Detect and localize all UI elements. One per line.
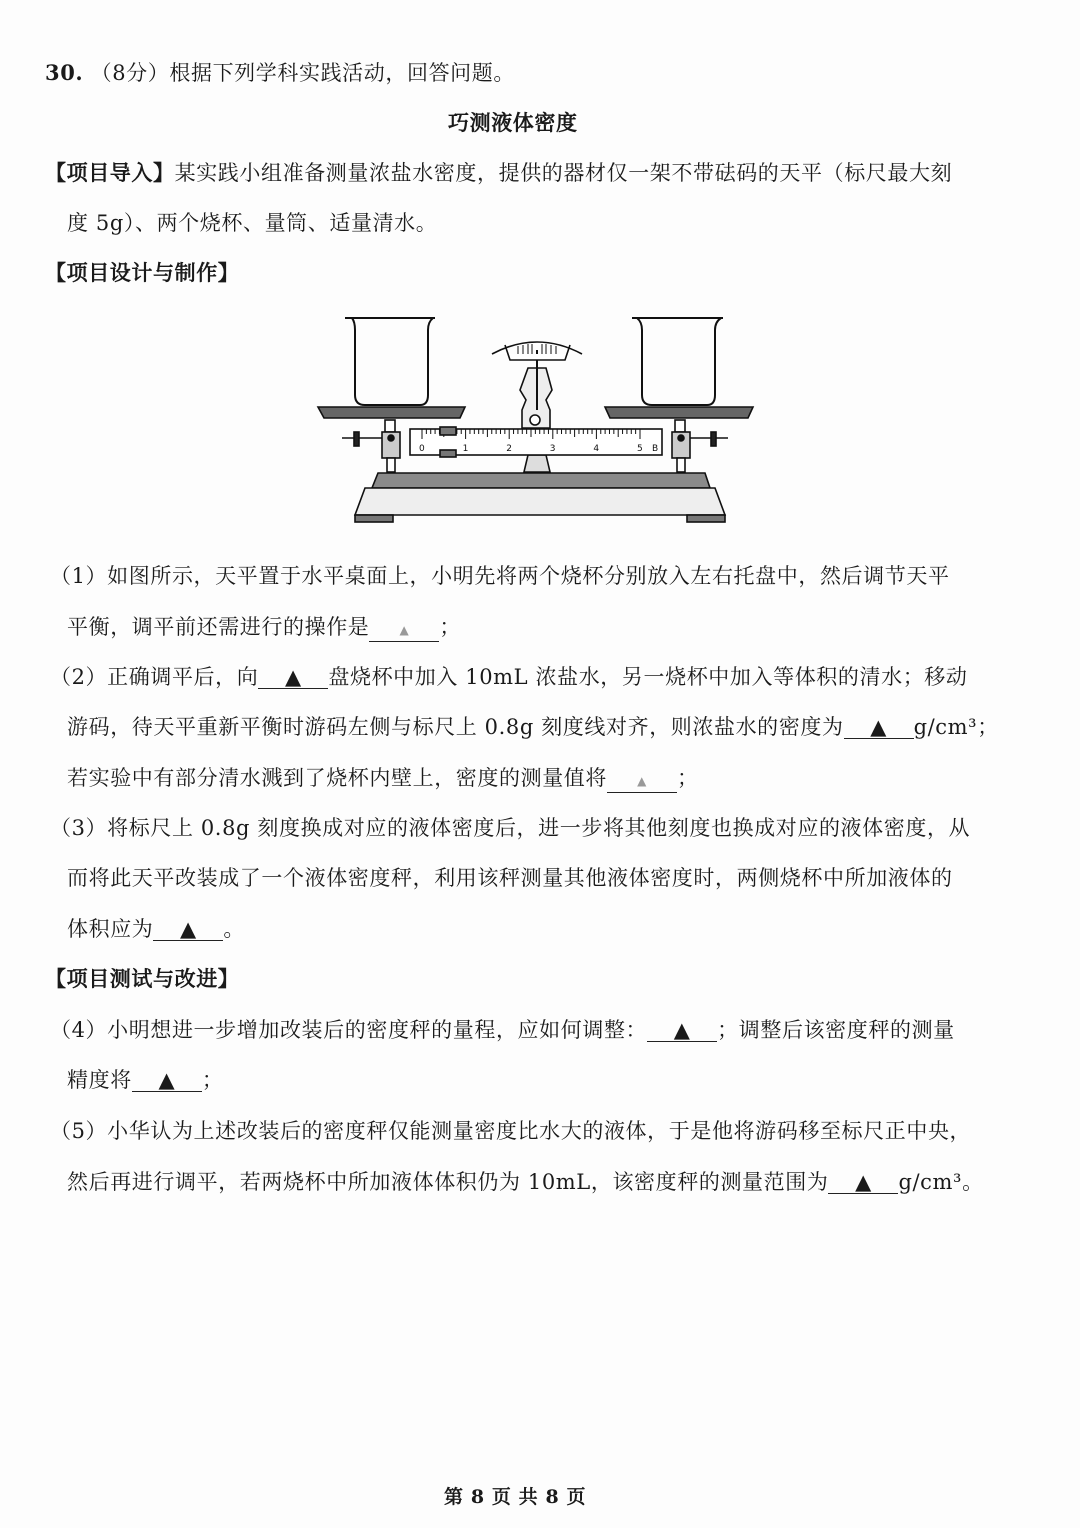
text-segment: （5）小华认为上述改装后的密度秤仅能测量密度比水大的液体，于是他将游码移至标尺正中央， <box>50 1119 972 1143</box>
rider <box>440 427 456 435</box>
text-segment: （1）如图所示，天平置于水平桌面上，小明先将两个烧杯分别放入左右托盘中，然后调节天平 <box>50 564 950 588</box>
balance-base <box>355 473 725 522</box>
text-segment: 游码，待天平重新平衡时游码左侧与标尺上 0.8g 刻度线对齐，则浓盐水的密度为 <box>67 715 844 739</box>
text-line-q4-2 <box>67 1064 223 1094</box>
text-line-intro-1 <box>45 157 952 187</box>
text-line-q2-3 <box>67 762 699 793</box>
text-segment: 平衡，调平前还需进行的操作是 <box>67 615 370 639</box>
text-segment: 。 <box>223 917 246 941</box>
answer-blank: ▲ <box>153 918 223 941</box>
text-segment: 然后再进行调平，若两烧杯中所加液体体积仍为 10mL，该密度秤的测量范围为 <box>67 1170 829 1194</box>
text-line-q5-2 <box>67 1166 984 1196</box>
text-line-q1-1 <box>50 560 950 590</box>
text-segment: 盘烧杯中加入 10mL 浓盐水，另一烧杯中加入等体积的清水；移动 <box>328 665 968 689</box>
text-line-design-heading <box>45 257 239 287</box>
text-segment: ；调整后该密度秤的测量 <box>717 1018 955 1042</box>
text-line-q3-1 <box>50 812 970 842</box>
text-segment: 度 5g）、两个烧杯、量筒、适量清水。 <box>67 211 438 235</box>
text-line-q2-1 <box>50 661 968 691</box>
text-segment: （2）正确调平后，向 <box>50 665 259 689</box>
question-header <box>45 57 515 87</box>
section-heading: 【项目导入】 <box>45 160 175 185</box>
answer-blank: ▲ <box>828 1171 898 1194</box>
text-line-intro-2 <box>67 207 437 237</box>
scale-label: 1 <box>462 444 469 454</box>
section-title: 巧测液体密度 <box>448 110 578 135</box>
section-heading: 【项目测试与改进】 <box>45 966 240 991</box>
left-pan <box>318 407 465 418</box>
question-intro: （8分）根据下列学科实践活动，回答问题。 <box>90 61 515 85</box>
answer-blank: ▲ <box>369 619 439 642</box>
text-line-q3-3 <box>67 913 245 943</box>
scale-label: 4 <box>593 444 600 454</box>
text-segment: g/cm³； <box>913 715 999 739</box>
text-line-q1-2 <box>67 611 461 642</box>
answer-blank: ▲ <box>258 666 328 689</box>
text-segment: ； <box>677 766 699 790</box>
right-pan <box>605 407 753 418</box>
text-segment: （3）将标尺上 0.8g 刻度换成对应的液体密度后，进一步将其他刻度也换成对应的液体密度，从 <box>50 816 971 840</box>
text-segment: 某实践小组准备测量浓盐水密度，提供的器材仅一架不带砝码的天平（标尺最大刻 <box>174 161 953 185</box>
text-line-q2-2 <box>67 711 999 741</box>
text-segment: 若实验中有部分清水溅到了烧杯内壁上，密度的测量值将 <box>67 766 607 790</box>
text-segment: （4）小明想进一步增加改装后的密度秤的量程，应如何调整： <box>50 1018 648 1042</box>
text-line-q5-1 <box>50 1115 971 1145</box>
question-number: 30. <box>45 60 84 85</box>
answer-blank: ▲ <box>607 770 677 793</box>
scale-label: 3 <box>549 444 556 454</box>
text-segment: ； <box>201 1068 224 1092</box>
text-line-q3-2 <box>67 862 953 892</box>
page-footer: 第 8 页 共 8 页 <box>444 1486 587 1508</box>
text-segment: ； <box>439 615 462 639</box>
answer-blank: ▲ <box>132 1069 202 1092</box>
text-line-test-heading <box>45 963 239 993</box>
section-heading: 【项目设计与制作】 <box>45 260 240 285</box>
scale-label: 2 <box>506 444 512 454</box>
balance-diagram <box>310 310 770 530</box>
text-segment: g/cm³。 <box>898 1170 984 1194</box>
scale-label: 5 <box>637 444 643 454</box>
answer-blank: ▲ <box>647 1019 717 1042</box>
left-beaker <box>345 318 435 405</box>
text-segment: 而将此天平改装成了一个液体密度秤，利用该秤测量其他液体密度时，两侧烧杯中所加液体的 <box>67 866 953 890</box>
right-beaker <box>632 318 723 405</box>
text-segment: 精度将 <box>67 1068 132 1092</box>
text-line-q4-1 <box>50 1014 955 1044</box>
scale-label: 0 <box>419 444 425 454</box>
answer-blank: ▲ <box>844 716 914 739</box>
text-segment: 体积应为 <box>67 917 154 941</box>
svg-text:B: B <box>652 444 659 454</box>
